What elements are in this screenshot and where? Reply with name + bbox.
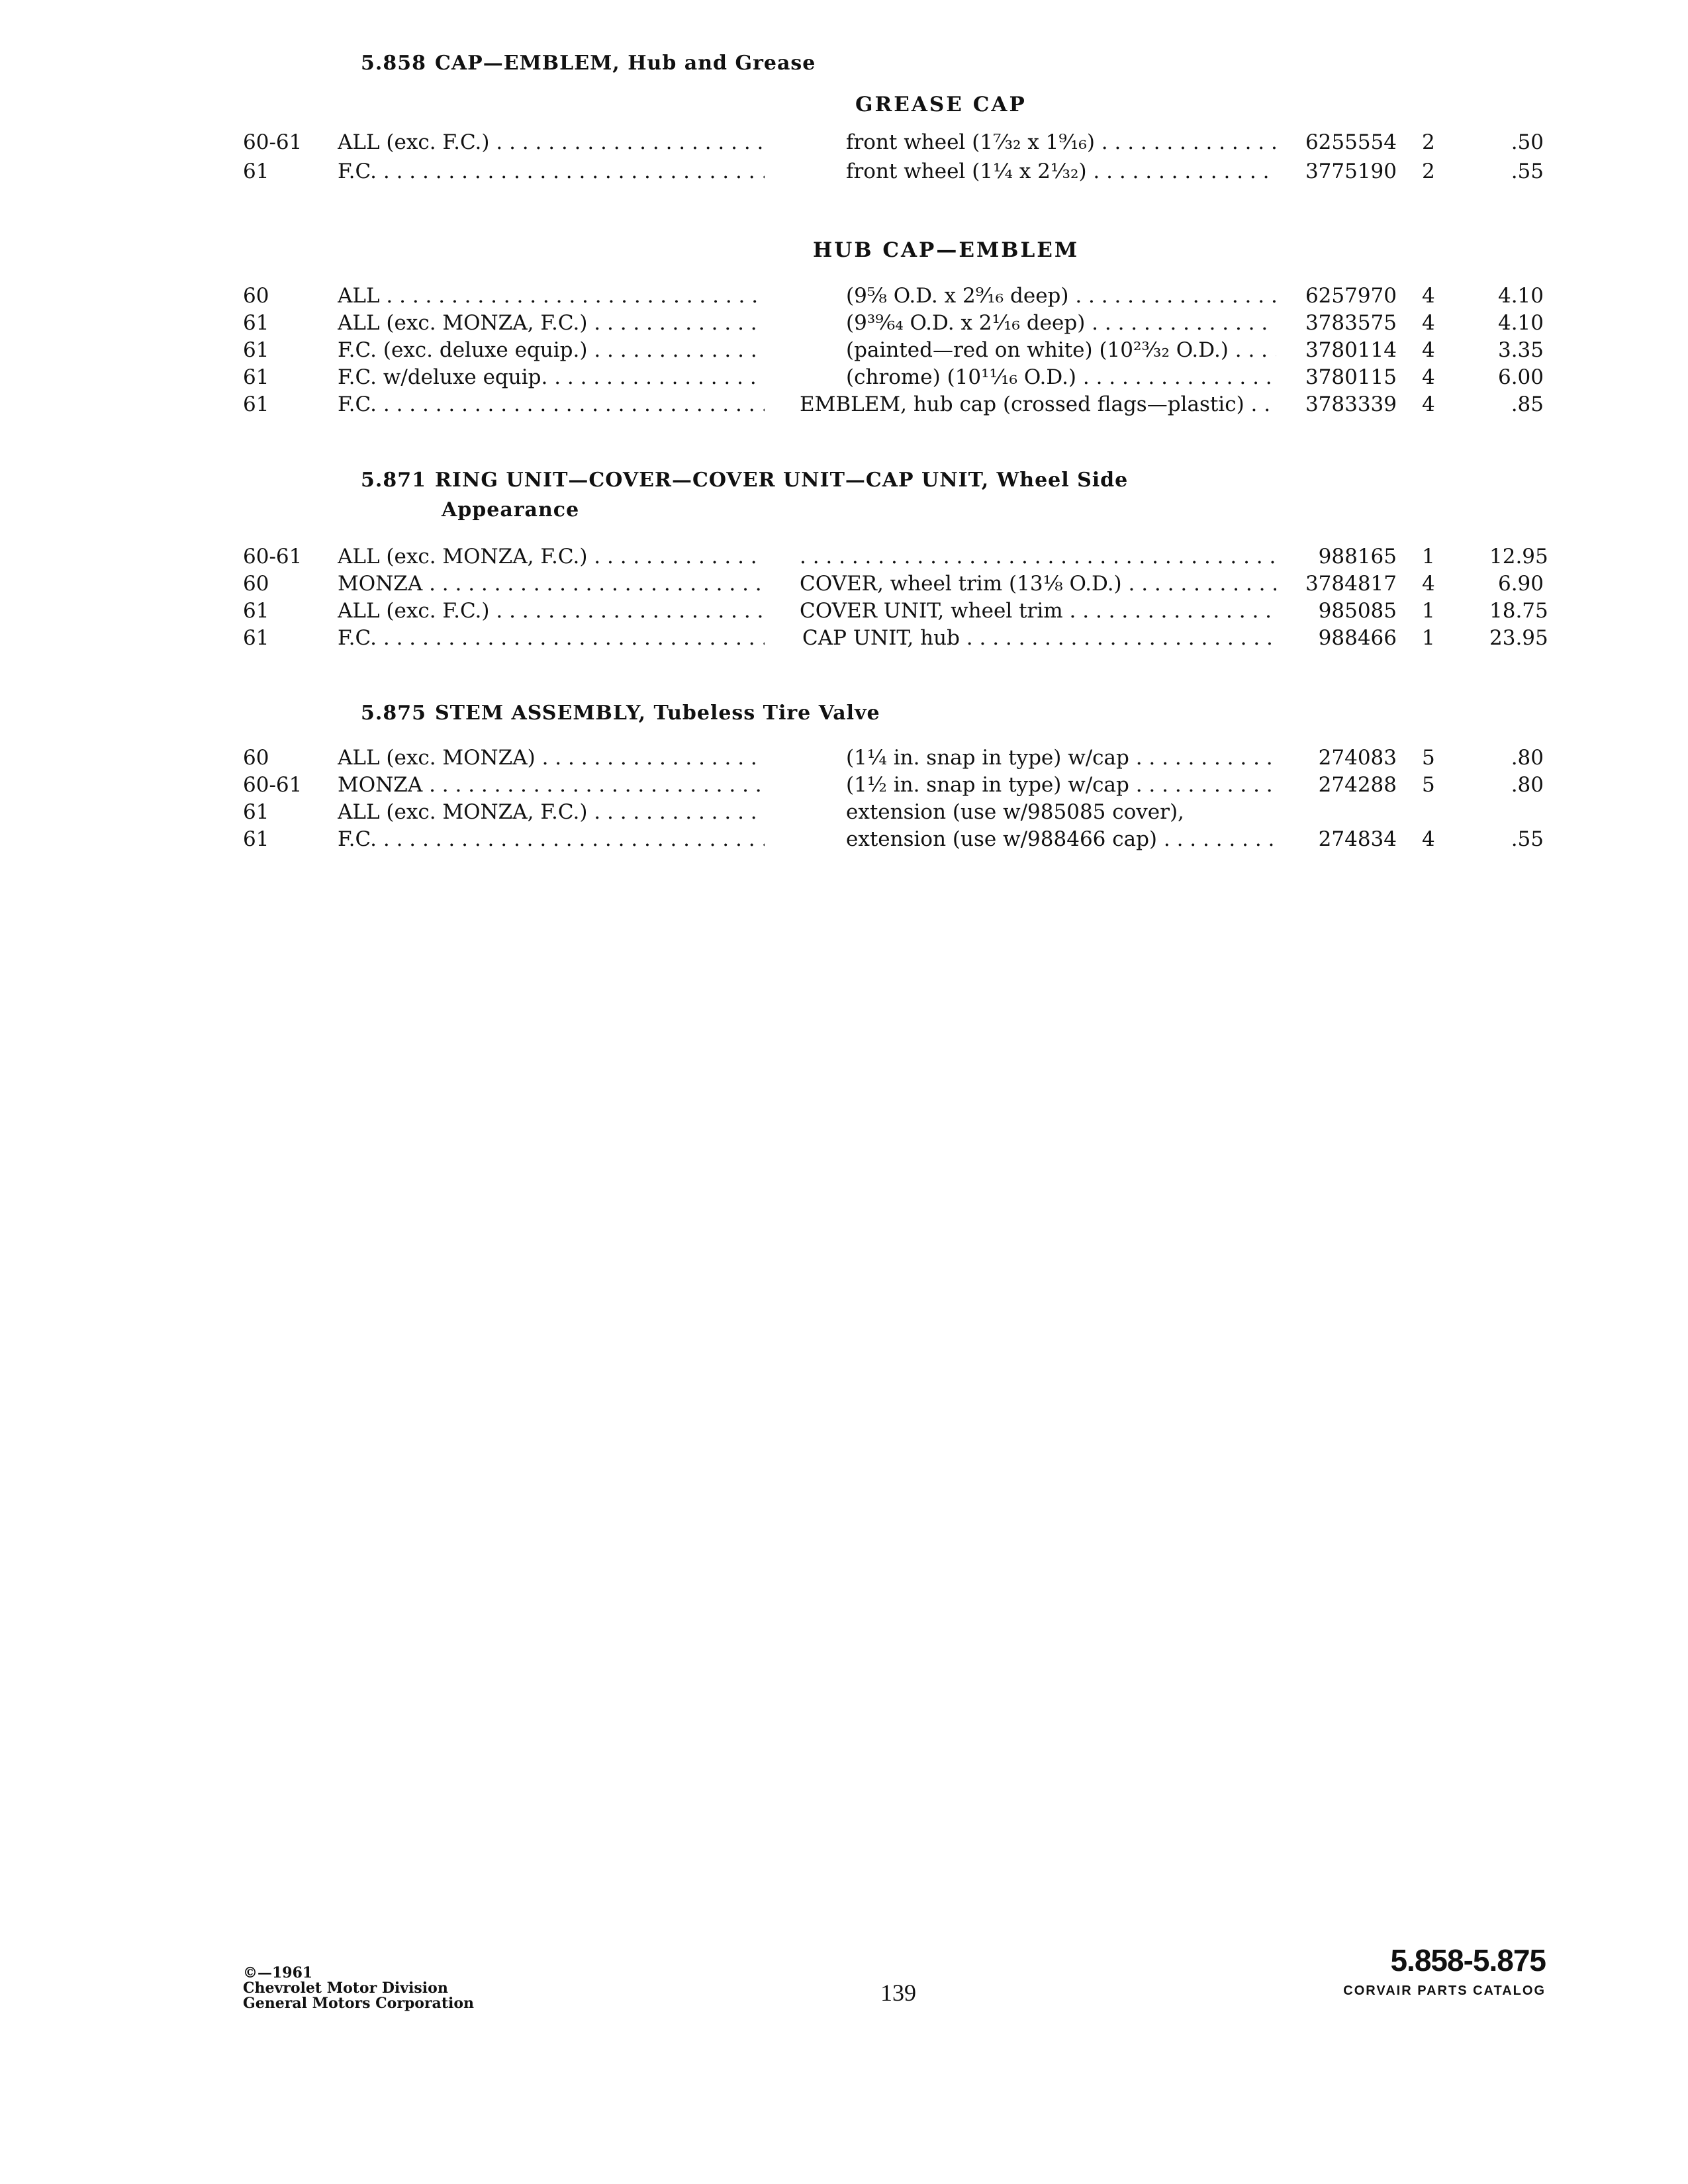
part-number-cell: 988165 bbox=[1318, 545, 1397, 569]
table-row bbox=[0, 543, 1688, 570]
price-cell: 3.35 bbox=[1497, 338, 1544, 362]
model-cell: ALL (exc. F.C.) . . . bbox=[338, 128, 765, 156]
quantity-cell: 2 bbox=[1422, 130, 1435, 154]
year-cell: 61 bbox=[243, 626, 269, 650]
description-cell: (1¼ in. snap in type) w/cap . . . bbox=[846, 744, 1276, 772]
year-cell: 60-61 bbox=[243, 130, 303, 154]
table-row bbox=[0, 309, 1688, 337]
section-heading-5875 bbox=[361, 702, 880, 725]
part-number-cell: 988466 bbox=[1318, 626, 1397, 650]
model-cell: F.C. (exc. deluxe equip.) . . . bbox=[338, 336, 765, 364]
part-number-cell: 274083 bbox=[1318, 746, 1397, 770]
model-cell: ALL (exc. MONZA, F.C.) . . . bbox=[338, 309, 765, 337]
table-row bbox=[0, 798, 1688, 826]
subheading-grease-cap: GREASE CAP bbox=[855, 93, 1027, 116]
quantity-cell: 4 bbox=[1422, 392, 1435, 416]
model-cell: F.C. . . . bbox=[338, 624, 765, 652]
quantity-cell: 4 bbox=[1422, 365, 1435, 389]
model-cell: MONZA . . . bbox=[338, 570, 765, 598]
description-cell: COVER, wheel trim (13⅛ O.D.) . . . bbox=[800, 570, 1276, 598]
copyright-line: ©—1961 bbox=[243, 1964, 313, 1981]
price-cell: .55 bbox=[1511, 159, 1544, 183]
quantity-cell: 4 bbox=[1422, 572, 1435, 596]
price-cell: 12.95 bbox=[1489, 545, 1548, 569]
quantity-cell: 1 bbox=[1422, 626, 1435, 650]
price-cell: .80 bbox=[1511, 746, 1544, 770]
year-cell: 61 bbox=[243, 392, 269, 416]
description-cell: front wheel (1¼ x 2⅓₂) . . . bbox=[846, 158, 1276, 185]
part-number-cell: 3780114 bbox=[1305, 338, 1397, 362]
model-cell: ALL (exc. F.C.) . . . bbox=[338, 597, 765, 625]
price-cell: 23.95 bbox=[1489, 626, 1548, 650]
section-number: 5.871 bbox=[361, 469, 426, 492]
table-row bbox=[0, 336, 1688, 364]
table-row bbox=[0, 390, 1688, 418]
quantity-cell: 4 bbox=[1422, 827, 1435, 851]
table-row bbox=[0, 128, 1688, 156]
quantity-cell: 4 bbox=[1422, 284, 1435, 308]
price-cell: 4.10 bbox=[1497, 284, 1544, 308]
part-number-cell: 3780115 bbox=[1305, 365, 1397, 389]
part-number-cell: 3783339 bbox=[1305, 392, 1397, 416]
part-number-cell: 3784817 bbox=[1305, 572, 1397, 596]
description-cell: front wheel (1⁷⁄₃₂ x 1⁹⁄₁₆) . . . bbox=[846, 128, 1276, 156]
part-number-cell: 3783575 bbox=[1305, 311, 1397, 335]
price-cell: .55 bbox=[1511, 827, 1544, 851]
table-row bbox=[0, 597, 1688, 625]
section-title: STEM ASSEMBLY, Tubeless Tire Valve bbox=[435, 702, 880, 725]
page-number: 139 bbox=[880, 1979, 916, 2006]
year-cell: 61 bbox=[243, 599, 269, 623]
model-cell: F.C. . . . bbox=[338, 390, 765, 418]
description-cell: (1½ in. snap in type) w/cap . . . bbox=[846, 771, 1276, 799]
price-cell: 6.90 bbox=[1497, 572, 1544, 596]
description-cell: CAP UNIT, hub . . . bbox=[802, 624, 1276, 652]
model-cell: MONZA . . . bbox=[338, 771, 765, 799]
description-cell: COVER UNIT, wheel trim . . . bbox=[800, 597, 1276, 625]
model-cell: F.C. w/deluxe equip. . . . bbox=[338, 363, 765, 391]
quantity-cell: 5 bbox=[1422, 773, 1435, 797]
description-cell bbox=[800, 543, 1276, 570]
description-cell: (painted—red on white) (10²³⁄₃₂ O.D.) . . . bbox=[846, 336, 1276, 364]
year-cell: 60 bbox=[243, 572, 269, 596]
price-cell: 6.00 bbox=[1497, 365, 1544, 389]
part-number-cell: 6255554 bbox=[1305, 130, 1397, 154]
section-number: 5.858 bbox=[361, 52, 426, 75]
part-number-cell: 6257970 bbox=[1305, 284, 1397, 308]
price-cell: 18.75 bbox=[1489, 599, 1548, 623]
year-cell: 61 bbox=[243, 800, 269, 824]
year-cell: 61 bbox=[243, 365, 269, 389]
description-cell: (9³⁹⁄₆₄ O.D. x 2¹⁄₁₆ deep) . . . bbox=[846, 309, 1276, 337]
part-number-cell: 274834 bbox=[1318, 827, 1397, 851]
quantity-cell: 4 bbox=[1422, 338, 1435, 362]
price-cell: .80 bbox=[1511, 773, 1544, 797]
publisher-block bbox=[243, 1966, 474, 2011]
part-number-cell: 274288 bbox=[1318, 773, 1397, 797]
quantity-cell: 1 bbox=[1422, 599, 1435, 623]
section-title-continued: Appearance bbox=[442, 498, 580, 522]
quantity-cell: 4 bbox=[1422, 311, 1435, 335]
table-row bbox=[0, 624, 1688, 652]
year-cell: 60 bbox=[243, 746, 269, 770]
model-cell: ALL (exc. MONZA, F.C.) . . . bbox=[338, 798, 765, 826]
year-cell: 61 bbox=[243, 338, 269, 362]
section-title: RING UNIT—COVER—COVER UNIT—CAP UNIT, Wheel Side bbox=[435, 469, 1129, 492]
year-cell: 61 bbox=[243, 827, 269, 851]
section-heading-5871 bbox=[361, 469, 1128, 492]
section-range: 5.858-5.875 bbox=[1390, 1943, 1546, 1978]
table-row bbox=[0, 158, 1688, 185]
year-cell: 61 bbox=[243, 311, 269, 335]
price-cell: .50 bbox=[1511, 130, 1544, 154]
part-number-cell: 985085 bbox=[1318, 599, 1397, 623]
section-number: 5.875 bbox=[361, 702, 426, 725]
price-cell: .85 bbox=[1511, 392, 1544, 416]
model-cell: F.C. . . . bbox=[338, 158, 765, 185]
description-cell: EMBLEM, hub cap (crossed flags—plastic) . . . bbox=[800, 390, 1276, 418]
year-cell: 60-61 bbox=[243, 773, 303, 797]
model-cell: ALL (exc. MONZA) . . . bbox=[338, 744, 765, 772]
quantity-cell: 1 bbox=[1422, 545, 1435, 569]
model-cell: F.C. . . . bbox=[338, 825, 765, 853]
year-cell: 60-61 bbox=[243, 545, 303, 569]
description-cell: extension (use w/985085 cover), bbox=[846, 800, 1184, 824]
table-row bbox=[0, 825, 1688, 853]
table-row bbox=[0, 771, 1688, 799]
quantity-cell: 2 bbox=[1422, 159, 1435, 183]
model-cell: ALL . . . bbox=[338, 282, 765, 310]
description-cell: (chrome) (10¹¹⁄₁₆ O.D.) . . . bbox=[846, 363, 1276, 391]
table-row bbox=[0, 570, 1688, 598]
table-row bbox=[0, 282, 1688, 310]
subheading-hub-cap-emblem: HUB CAP—EMBLEM bbox=[813, 238, 1080, 262]
year-cell: 61 bbox=[243, 159, 269, 183]
description-cell: extension (use w/988466 cap) . . . bbox=[846, 825, 1276, 853]
corporation-line: General Motors Corporation bbox=[243, 1995, 475, 2012]
description-cell: (9⅝ O.D. x 2⁹⁄₁₆ deep) . . . bbox=[846, 282, 1276, 310]
model-cell: ALL (exc. MONZA, F.C.) . . . bbox=[338, 543, 765, 570]
price-cell: 4.10 bbox=[1497, 311, 1544, 335]
section-heading-5858 bbox=[361, 52, 816, 75]
table-row bbox=[0, 744, 1688, 772]
quantity-cell: 5 bbox=[1422, 746, 1435, 770]
year-cell: 60 bbox=[243, 284, 269, 308]
catalog-title: CORVAIR PARTS CATALOG bbox=[1343, 1983, 1546, 1998]
section-title: CAP—EMBLEM, Hub and Grease bbox=[435, 52, 816, 75]
part-number-cell: 3775190 bbox=[1305, 159, 1397, 183]
table-row bbox=[0, 363, 1688, 391]
division-line: Chevrolet Motor Division bbox=[243, 1979, 448, 1997]
